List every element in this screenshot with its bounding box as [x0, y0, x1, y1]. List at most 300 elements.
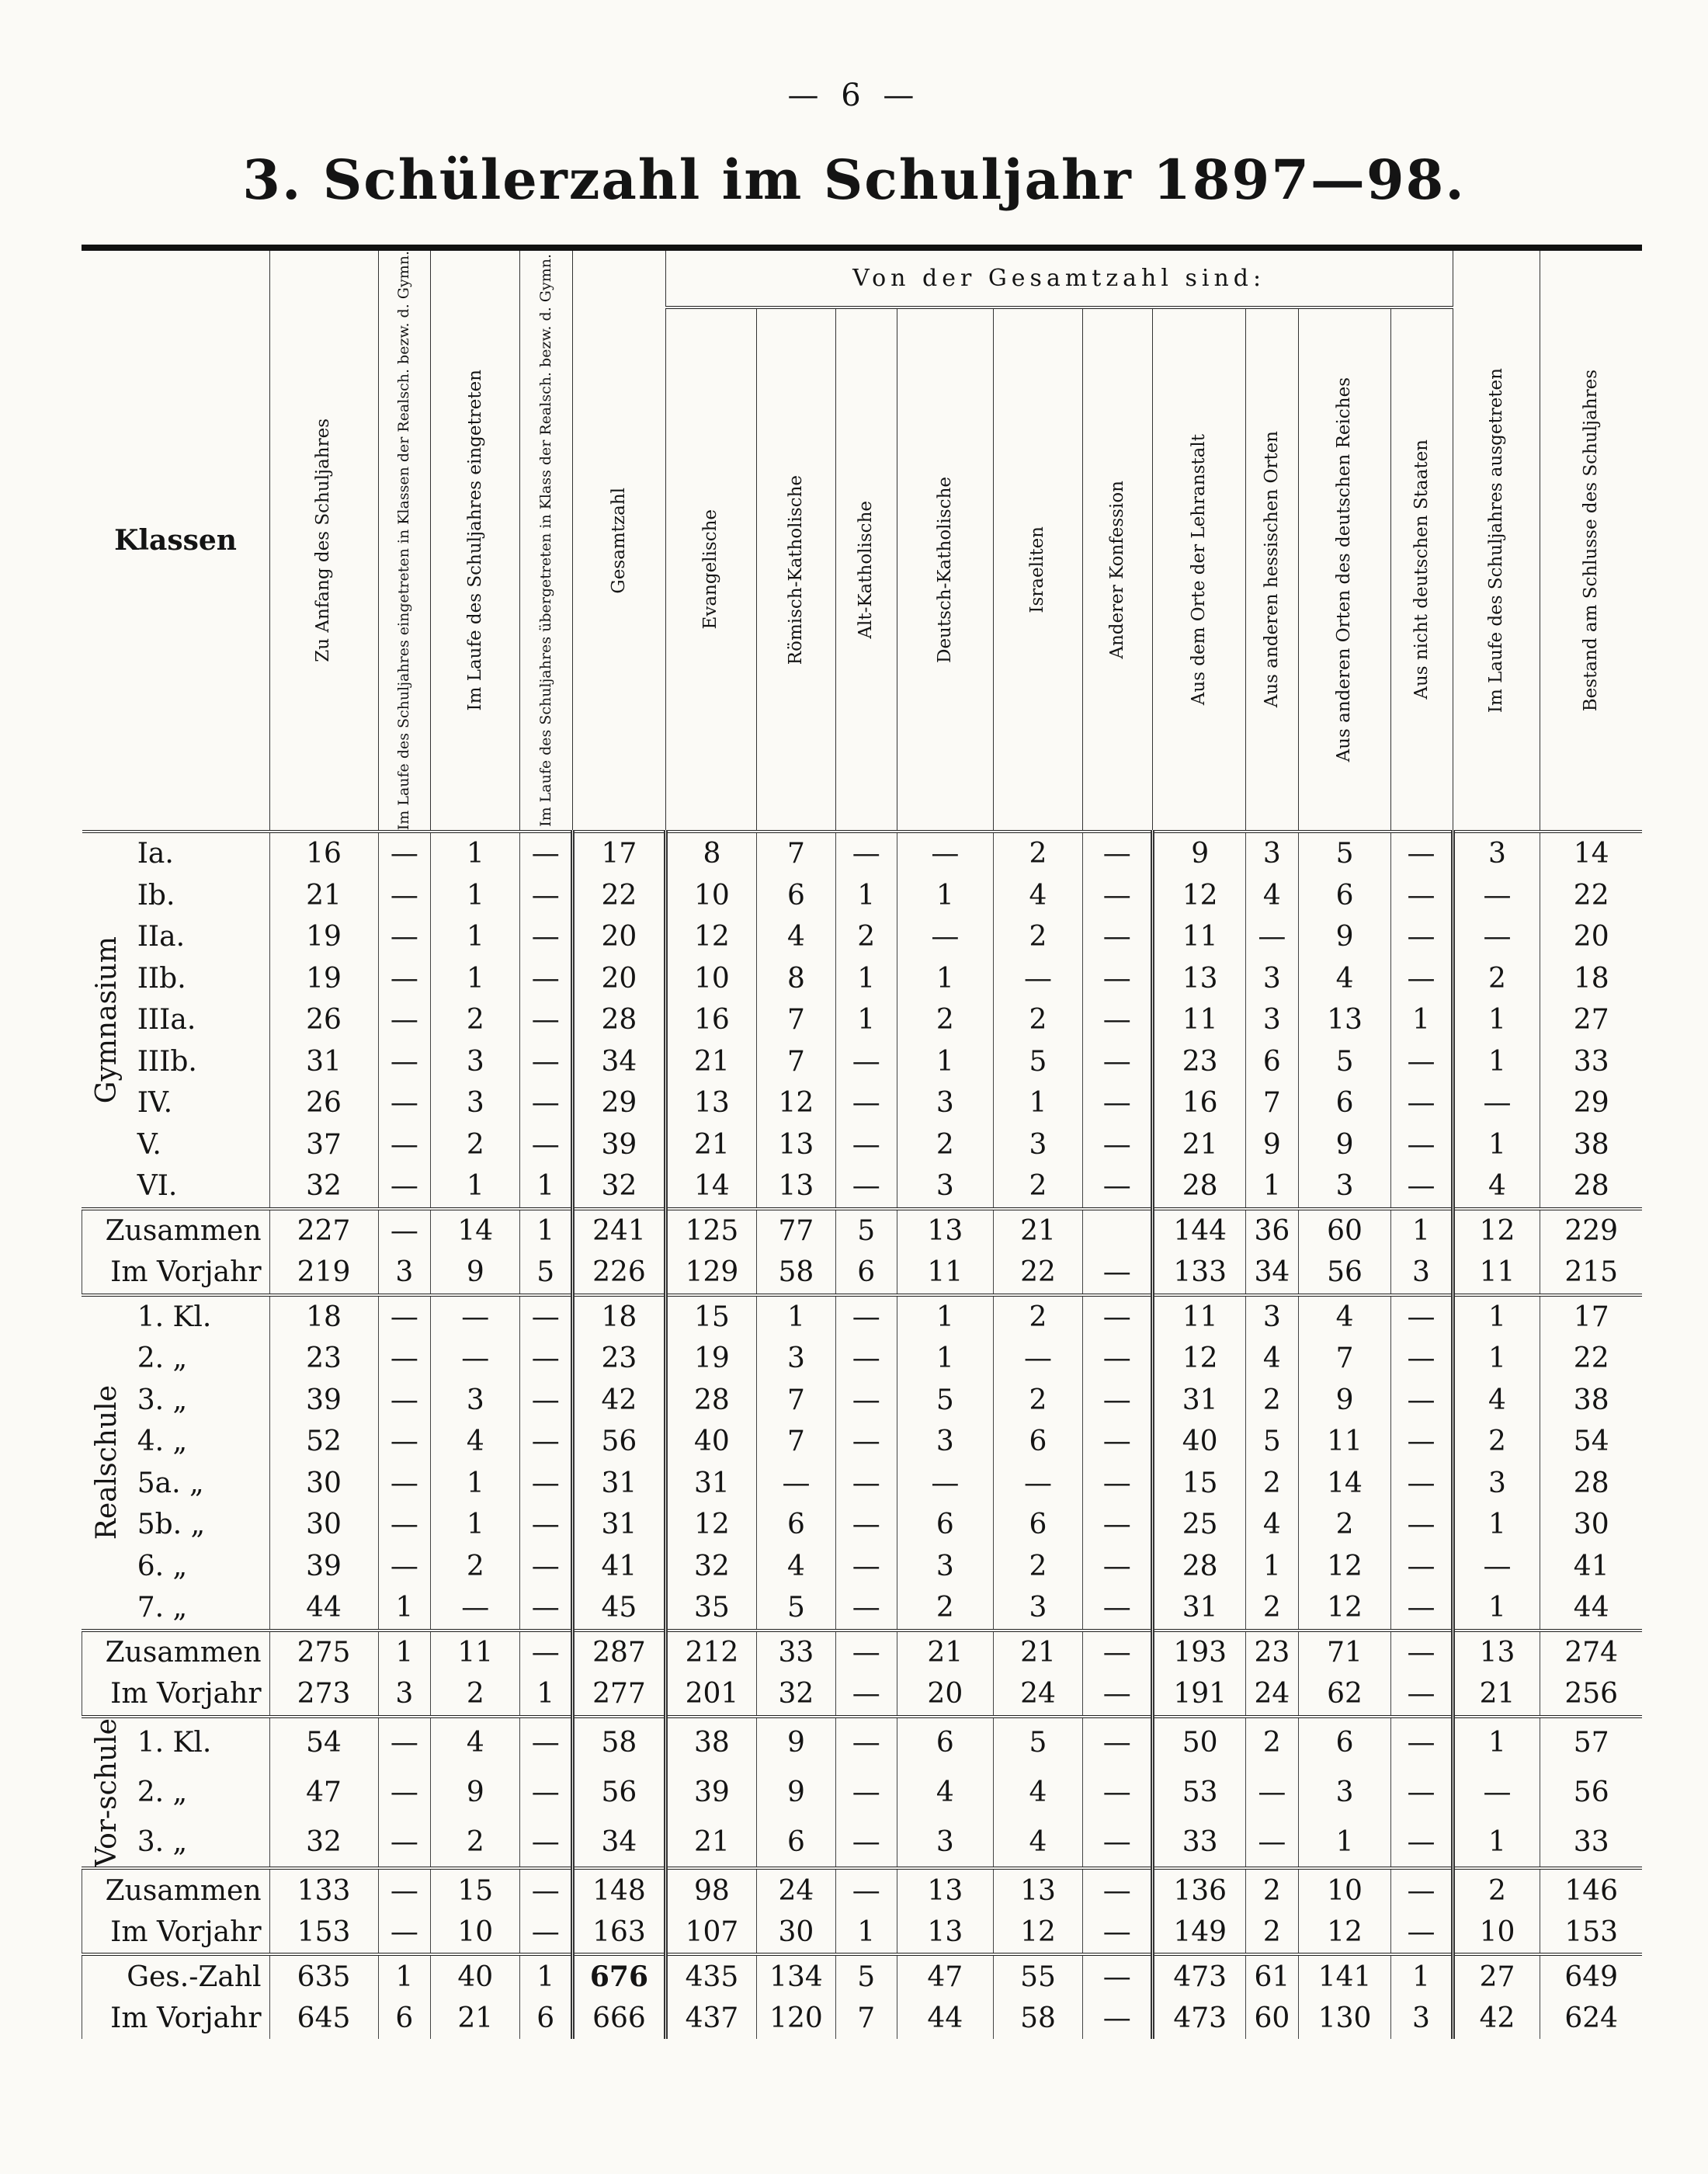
- cell-value: 7: [757, 1421, 836, 1463]
- cell-value: 3: [897, 1421, 993, 1463]
- cell-value: 10: [1298, 1868, 1391, 1912]
- cell-value: 2: [1298, 1504, 1391, 1546]
- header-ort: Aus dem Orte der Lehranstalt: [1153, 307, 1246, 832]
- table-row: [82, 1717, 1643, 1768]
- table-row: [82, 999, 1643, 1041]
- cell-value: 4: [757, 1546, 836, 1588]
- cell-value: —: [520, 1630, 573, 1674]
- cell-value: —: [1391, 1124, 1453, 1166]
- cell-value: 32: [269, 1165, 378, 1209]
- table-row: [82, 1338, 1643, 1380]
- cell-value: —: [1391, 1421, 1453, 1463]
- cell-value: 2: [897, 999, 993, 1041]
- cell-value: 146: [1540, 1868, 1642, 1912]
- cell-value: 22: [1540, 875, 1642, 917]
- page-title: 3. Schülerzahl im Schuljahr 1897—98.: [242, 148, 1466, 212]
- row-label: Zusammen: [82, 1868, 270, 1912]
- cell-value: 1: [431, 1504, 520, 1546]
- cell-value: 1: [835, 958, 897, 1000]
- cell-value: 26: [269, 1082, 378, 1124]
- cell-value: 3: [1298, 1768, 1391, 1818]
- cell-value: —: [835, 1165, 897, 1209]
- header-gesamtzahl: Gesamtzahl: [573, 251, 666, 832]
- header-bestand: Bestand am Schlusse des Schuljahres: [1540, 251, 1642, 832]
- cell-value: 215: [1540, 1252, 1642, 1295]
- row-label: 1. Kl.: [131, 1295, 269, 1339]
- cell-value: —: [1391, 1673, 1453, 1717]
- cell-value: 20: [573, 916, 666, 958]
- cell-value: —: [1453, 1546, 1540, 1588]
- cell-value: 649: [1540, 1954, 1642, 1998]
- row-label: IIa.: [137, 921, 186, 953]
- row-label: VI.: [137, 1170, 178, 1203]
- cell-value: 1: [1391, 1954, 1453, 1998]
- cell-value: —: [835, 1124, 897, 1166]
- cell-value: —: [520, 1768, 573, 1818]
- cell-value: 9: [757, 1768, 836, 1818]
- cell-value: 5: [993, 1041, 1082, 1083]
- cell-value: 9: [1298, 916, 1391, 958]
- cell-value: 645: [269, 1998, 378, 2040]
- cell-value: 5: [993, 1717, 1082, 1768]
- cell-value: 1: [431, 916, 520, 958]
- cell-value: 4: [1246, 1504, 1299, 1546]
- cell-value: 15: [1153, 1463, 1246, 1505]
- cell-value: 6: [1246, 1041, 1299, 1083]
- cell-value: 3: [1391, 1252, 1453, 1295]
- cell-value: 3: [1246, 832, 1299, 875]
- header-roemisch: Römisch-Katholische: [757, 307, 836, 832]
- cell-value: 25: [1153, 1504, 1246, 1546]
- cell-value: 12: [1153, 875, 1246, 917]
- cell-value: —: [1391, 1630, 1453, 1674]
- cell-value: 28: [1153, 1546, 1246, 1588]
- cell-value: 21: [897, 1630, 993, 1674]
- cell-value: 6: [520, 1998, 573, 2040]
- cell-value: 1: [520, 1209, 573, 1252]
- row-label: 4. „: [137, 1426, 188, 1458]
- cell-value: 30: [269, 1504, 378, 1546]
- cell-value: 9: [1153, 832, 1246, 875]
- cell-value: 1: [1246, 1165, 1299, 1209]
- table-row: [82, 1817, 1643, 1868]
- cell-value: 149: [1153, 1912, 1246, 1955]
- cell-value: 2: [1453, 1868, 1540, 1912]
- cell-value: —: [835, 1673, 897, 1717]
- cell-value: 21: [1153, 1124, 1246, 1166]
- cell-value: —: [378, 875, 431, 917]
- cell-value: —: [520, 1295, 573, 1339]
- cell-value: 3: [757, 1338, 836, 1380]
- cell-value: —: [835, 1587, 897, 1630]
- cell-value: 5: [897, 1380, 993, 1422]
- cell-value: 3: [897, 1165, 993, 1209]
- cell-value: 41: [1540, 1546, 1642, 1588]
- row-label: Ia.: [137, 838, 174, 870]
- table-row: [82, 1868, 1643, 1912]
- cell-value: 10: [665, 958, 756, 1000]
- cell-value: —: [1083, 1868, 1153, 1912]
- cell-value: 4: [1298, 958, 1391, 1000]
- table-row: [82, 1998, 1643, 2040]
- cell-value: —: [431, 1338, 520, 1380]
- row-label: Im Vorjahr: [82, 1252, 270, 1295]
- cell-value: 624: [1540, 1998, 1642, 2040]
- cell-value: —: [1453, 1082, 1540, 1124]
- cell-value: 57: [1540, 1717, 1642, 1768]
- row-label: 7. „: [137, 1592, 188, 1624]
- cell-value: 277: [573, 1673, 666, 1717]
- cell-value: —: [378, 1124, 431, 1166]
- cell-value: 6: [897, 1504, 993, 1546]
- cell-value: 28: [1153, 1165, 1246, 1209]
- cell-value: 1: [897, 1295, 993, 1339]
- cell-value: 23: [1153, 1041, 1246, 1083]
- table-row: [82, 1954, 1643, 1998]
- cell-value: 12: [1453, 1209, 1540, 1252]
- cell-value: 2: [431, 1124, 520, 1166]
- row-label: 2. „: [137, 1776, 188, 1809]
- cell-value: —: [1083, 1421, 1153, 1463]
- cell-value: —: [1083, 1165, 1153, 1209]
- cell-value: —: [1083, 1587, 1153, 1630]
- cell-value: 20: [897, 1673, 993, 1717]
- cell-value: —: [378, 1041, 431, 1083]
- cell-value: —: [520, 1124, 573, 1166]
- cell-value: —: [1083, 1954, 1153, 1998]
- cell-value: 10: [665, 875, 756, 917]
- cell-value: 1: [1453, 1717, 1540, 1768]
- cell-value: 1: [897, 958, 993, 1000]
- cell-value: 3: [1246, 999, 1299, 1041]
- cell-value: 31: [665, 1463, 756, 1505]
- cell-value: —: [378, 1868, 431, 1912]
- cell-value: 4: [1453, 1165, 1540, 1209]
- cell-value: 58: [993, 1998, 1082, 2040]
- cell-value: —: [1391, 1912, 1453, 1955]
- cell-value: 13: [1453, 1630, 1540, 1674]
- cell-value: —: [835, 1421, 897, 1463]
- cell-value: 35: [665, 1587, 756, 1630]
- row-label: V.: [137, 1128, 161, 1161]
- cell-value: 2: [1246, 1717, 1299, 1768]
- cell-value: 6: [757, 1817, 836, 1868]
- cell-value: 1: [897, 875, 993, 917]
- cell-value: 19: [665, 1338, 756, 1380]
- header-nichtdeutsch: Aus nicht deutschen Staaten: [1391, 307, 1453, 832]
- cell-value: 241: [573, 1209, 666, 1252]
- cell-value: 212: [665, 1630, 756, 1674]
- cell-value: 136: [1153, 1868, 1246, 1912]
- cell-value: —: [431, 1295, 520, 1339]
- cell-value: 635: [269, 1954, 378, 1998]
- cell-value: 13: [757, 1124, 836, 1166]
- cell-value: 1: [1453, 1504, 1540, 1546]
- table-row: [82, 1124, 1643, 1166]
- cell-value: —: [378, 1209, 431, 1252]
- row-label: Im Vorjahr: [82, 1673, 270, 1717]
- cell-value: 107: [665, 1912, 756, 1955]
- cell-value: 2: [993, 1295, 1082, 1339]
- cell-value: 55: [993, 1954, 1082, 1998]
- cell-value: —: [378, 1082, 431, 1124]
- cell-value: 13: [897, 1868, 993, 1912]
- cell-value: 227: [269, 1209, 378, 1252]
- cell-value: 229: [1540, 1209, 1642, 1252]
- cell-value: 12: [757, 1082, 836, 1124]
- row-label: 5b. „: [137, 1509, 206, 1541]
- cell-value: 3: [993, 1587, 1082, 1630]
- cell-value: 3: [993, 1124, 1082, 1166]
- cell-value: 2: [1453, 958, 1540, 1000]
- cell-value: 4: [993, 875, 1082, 917]
- cell-value: 14: [431, 1209, 520, 1252]
- group-label-realschule: Realschule: [82, 1295, 131, 1630]
- cell-value: —: [378, 1338, 431, 1380]
- cell-value: —: [378, 958, 431, 1000]
- cell-value: 23: [1246, 1630, 1299, 1674]
- table-row: [82, 1912, 1643, 1955]
- cell-value: 30: [757, 1912, 836, 1955]
- cell-value: 1: [520, 1954, 573, 1998]
- cell-value: 2: [1246, 1912, 1299, 1955]
- header-altkath: Alt-Katholische: [835, 307, 897, 832]
- row-label: Zusammen: [82, 1630, 270, 1674]
- cell-value: 2: [993, 1380, 1082, 1422]
- cell-value: —: [378, 916, 431, 958]
- cell-value: 141: [1298, 1954, 1391, 1998]
- cell-value: —: [520, 958, 573, 1000]
- cell-value: 1: [993, 1082, 1082, 1124]
- cell-value: —: [378, 832, 431, 875]
- cell-value: —: [1083, 1768, 1153, 1818]
- cell-value: —: [1083, 1082, 1153, 1124]
- cell-value: 13: [897, 1912, 993, 1955]
- cell-value: 5: [1298, 832, 1391, 875]
- cell-value: 14: [1540, 832, 1642, 875]
- cell-value: 45: [573, 1587, 666, 1630]
- cell-value: 34: [573, 1817, 666, 1868]
- cell-value: 32: [269, 1817, 378, 1868]
- cell-value: —: [1391, 1504, 1453, 1546]
- cell-value: —: [897, 1463, 993, 1505]
- cell-value: 4: [897, 1768, 993, 1818]
- student-count-table-wrap: [82, 251, 1642, 2039]
- cell-value: —: [520, 1817, 573, 1868]
- cell-value: 274: [1540, 1630, 1642, 1674]
- cell-value: 32: [665, 1546, 756, 1588]
- cell-value: —: [520, 1912, 573, 1955]
- cell-value: 5: [835, 1954, 897, 1998]
- cell-value: 5: [1246, 1421, 1299, 1463]
- cell-value: —: [1391, 1717, 1453, 1768]
- cell-value: —: [520, 1421, 573, 1463]
- cell-value: 134: [757, 1954, 836, 1998]
- cell-value: 1: [835, 1912, 897, 1955]
- cell-value: —: [520, 1338, 573, 1380]
- cell-value: —: [1083, 1295, 1153, 1339]
- cell-value: —: [1391, 1463, 1453, 1505]
- cell-value: 12: [665, 916, 756, 958]
- cell-value: 1: [431, 1165, 520, 1209]
- header-group-gesamtzahl: Von der Gesamtzahl sind:: [665, 251, 1453, 307]
- cell-value: 13: [1153, 958, 1246, 1000]
- table-row: [82, 1504, 1643, 1546]
- header-israeliten: Israeliten: [993, 307, 1082, 832]
- cell-value: 37: [269, 1124, 378, 1166]
- cell-value: 2: [431, 1673, 520, 1717]
- cell-value: 14: [1298, 1463, 1391, 1505]
- cell-value: 666: [573, 1998, 666, 2040]
- cell-value: 5: [520, 1252, 573, 1295]
- cell-value: 13: [897, 1209, 993, 1252]
- cell-value: 1: [431, 958, 520, 1000]
- cell-value: 201: [665, 1673, 756, 1717]
- cell-value: 40: [1153, 1421, 1246, 1463]
- cell-value: 6: [897, 1717, 993, 1768]
- cell-value: —: [378, 1504, 431, 1546]
- cell-value: 1: [1453, 1587, 1540, 1630]
- cell-value: 1: [757, 1295, 836, 1339]
- cell-value: 13: [665, 1082, 756, 1124]
- cell-value: —: [835, 1717, 897, 1768]
- table-row: [82, 1082, 1643, 1124]
- cell-value: —: [1083, 1717, 1153, 1768]
- cell-value: —: [378, 1165, 431, 1209]
- cell-value: 6: [993, 1421, 1082, 1463]
- cell-value: 4: [1246, 1338, 1299, 1380]
- row-label: 6. „: [137, 1550, 188, 1582]
- cell-value: 10: [1453, 1912, 1540, 1955]
- cell-value: 3: [378, 1252, 431, 1295]
- table-row: [82, 916, 1643, 958]
- cell-value: [1083, 1209, 1153, 1252]
- cell-value: —: [1453, 875, 1540, 917]
- row-label: 1. Kl.: [131, 1717, 269, 1768]
- cell-value: 3: [897, 1817, 993, 1868]
- cell-value: 54: [1540, 1421, 1642, 1463]
- cell-value: 4: [757, 916, 836, 958]
- cell-value: 11: [1153, 1295, 1246, 1339]
- cell-value: 18: [573, 1295, 666, 1339]
- header-hessisch: Aus anderen hessischen Orten: [1246, 307, 1299, 832]
- cell-value: —: [1083, 1124, 1153, 1166]
- cell-value: 6: [835, 1252, 897, 1295]
- cell-value: 1: [378, 1630, 431, 1674]
- cell-value: 473: [1153, 1998, 1246, 2040]
- cell-value: 9: [757, 1717, 836, 1768]
- cell-value: 2: [1246, 1380, 1299, 1422]
- cell-value: 7: [757, 1380, 836, 1422]
- cell-value: 125: [665, 1209, 756, 1252]
- cell-value: 39: [269, 1380, 378, 1422]
- cell-value: 3: [1453, 832, 1540, 875]
- cell-value: 5: [835, 1209, 897, 1252]
- cell-value: 1: [835, 875, 897, 917]
- cell-value: 17: [573, 832, 666, 875]
- cell-value: —: [520, 1504, 573, 1546]
- table-row: [82, 1041, 1643, 1083]
- row-label: 2. „: [137, 1342, 188, 1375]
- cell-value: 437: [665, 1998, 756, 2040]
- row-label: 3. „: [137, 1825, 188, 1858]
- cell-value: 2: [993, 1165, 1082, 1209]
- cell-value: 16: [1153, 1082, 1246, 1124]
- cell-value: 11: [431, 1630, 520, 1674]
- cell-value: —: [1083, 999, 1153, 1041]
- cell-value: 1: [1453, 1295, 1540, 1339]
- cell-value: 27: [1540, 999, 1642, 1041]
- cell-value: 2: [897, 1587, 993, 1630]
- cell-value: —: [378, 1912, 431, 1955]
- top-rule: [82, 245, 1642, 251]
- cell-value: 4: [1246, 875, 1299, 917]
- cell-value: 9: [1298, 1124, 1391, 1166]
- cell-value: 14: [665, 1165, 756, 1209]
- cell-value: 30: [1540, 1504, 1642, 1546]
- row-label: IIb.: [137, 962, 186, 995]
- cell-value: 3: [431, 1380, 520, 1422]
- cell-value: 77: [757, 1209, 836, 1252]
- cell-value: —: [520, 1868, 573, 1912]
- cell-value: —: [897, 832, 993, 875]
- cell-value: 60: [1246, 1998, 1299, 2040]
- table-row: [82, 1463, 1643, 1505]
- cell-value: 7: [835, 1998, 897, 2040]
- cell-value: —: [1083, 1504, 1153, 1546]
- cell-value: 13: [993, 1868, 1082, 1912]
- cell-value: —: [1083, 916, 1153, 958]
- cell-value: —: [1083, 1380, 1153, 1422]
- cell-value: 153: [269, 1912, 378, 1955]
- cell-value: —: [1083, 958, 1153, 1000]
- cell-value: 56: [573, 1421, 666, 1463]
- cell-value: 44: [1540, 1587, 1642, 1630]
- cell-value: 3: [1453, 1463, 1540, 1505]
- cell-value: 62: [1298, 1673, 1391, 1717]
- cell-value: —: [520, 916, 573, 958]
- cell-value: 11: [1153, 999, 1246, 1041]
- cell-value: —: [1083, 1630, 1153, 1674]
- cell-value: 11: [897, 1252, 993, 1295]
- cell-value: 3: [1298, 1165, 1391, 1209]
- cell-value: 23: [269, 1338, 378, 1380]
- cell-value: 6: [757, 875, 836, 917]
- cell-value: —: [835, 1082, 897, 1124]
- cell-value: —: [520, 999, 573, 1041]
- row-label: Ib.: [137, 879, 175, 912]
- cell-value: 5: [757, 1587, 836, 1630]
- cell-value: 39: [665, 1768, 756, 1818]
- cell-value: 38: [1540, 1380, 1642, 1422]
- header-eingetreten: Im Laufe des Schuljahres eingetreten: [431, 251, 520, 832]
- cell-value: 7: [757, 999, 836, 1041]
- cell-value: 19: [269, 958, 378, 1000]
- cell-value: —: [1391, 1380, 1453, 1422]
- cell-value: 4: [1453, 1380, 1540, 1422]
- cell-value: 18: [269, 1295, 378, 1339]
- cell-value: —: [1083, 1546, 1153, 1588]
- group-label-vorschule: Vor-schule: [82, 1717, 131, 1869]
- cell-value: —: [1083, 1252, 1153, 1295]
- cell-value: 31: [1153, 1587, 1246, 1630]
- cell-value: 60: [1298, 1209, 1391, 1252]
- cell-value: 473: [1153, 1954, 1246, 1998]
- cell-value: —: [520, 1041, 573, 1083]
- cell-value: 191: [1153, 1673, 1246, 1717]
- cell-value: 41: [573, 1546, 666, 1588]
- table-row: [82, 832, 1643, 875]
